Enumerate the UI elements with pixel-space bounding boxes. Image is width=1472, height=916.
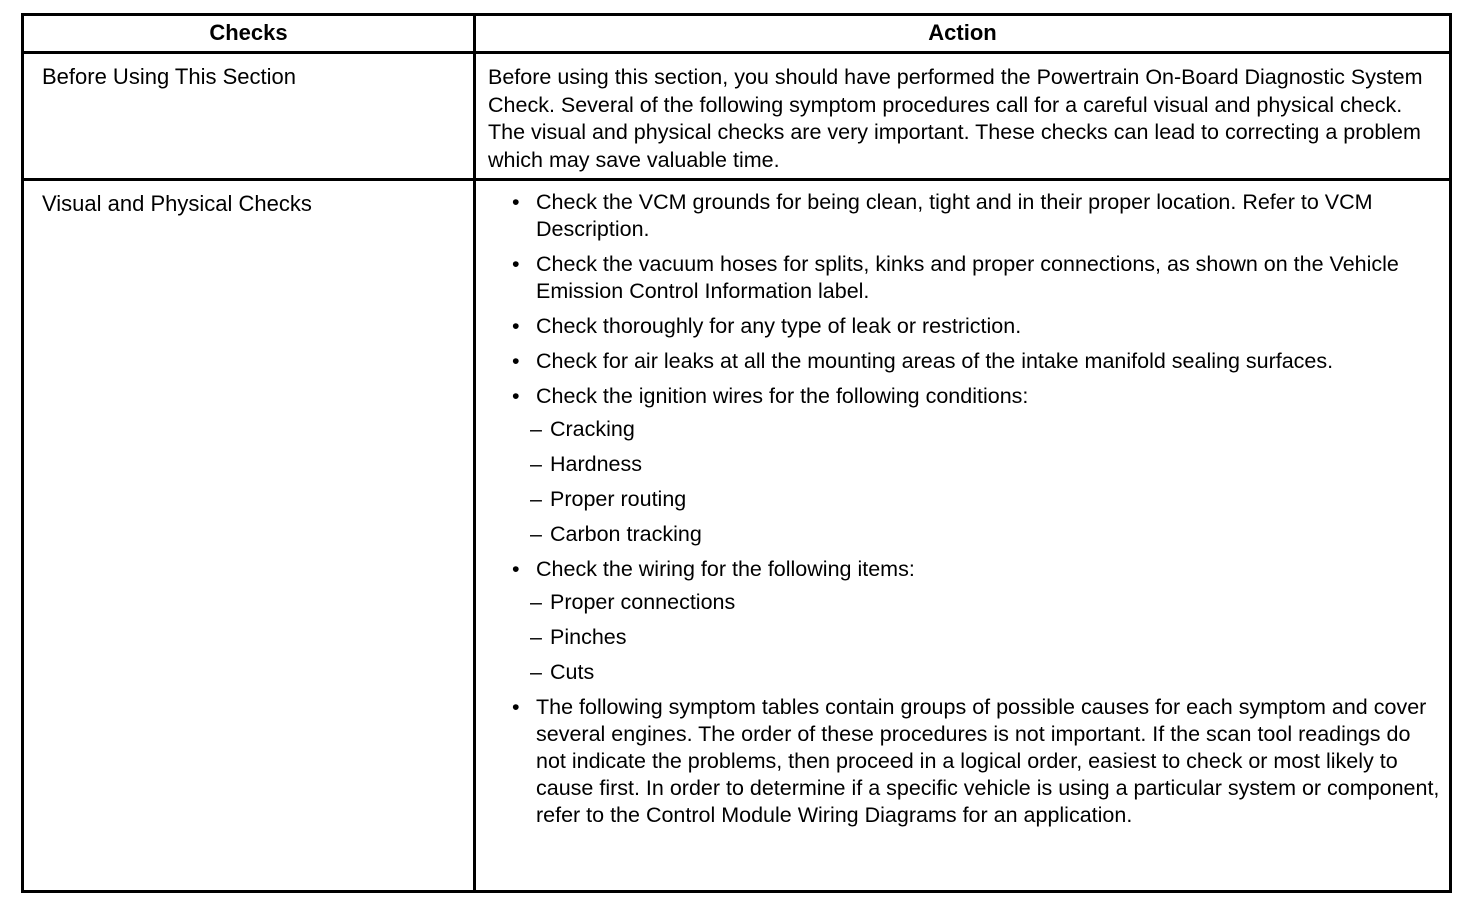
table-row — [24, 181, 1449, 890]
sub-item-text: Cracking — [550, 417, 635, 441]
bullet-item — [512, 383, 1441, 548]
dash-marker: – — [530, 452, 542, 476]
bullet-item — [512, 556, 1441, 686]
checks-cell — [24, 54, 476, 178]
bullet-item — [512, 251, 1441, 305]
bullet-marker: • — [512, 314, 520, 338]
sub-item — [528, 416, 1441, 443]
sub-item — [528, 589, 1441, 616]
dash-marker: – — [530, 660, 542, 684]
wiring-items-list — [528, 589, 1441, 686]
bullet-text: Check the vacuum hoses for splits, kinks and proper connections, as shown on the Vehicle Emission Control Information label. — [536, 252, 1399, 303]
sub-item — [528, 521, 1441, 548]
bullet-marker: • — [512, 557, 520, 581]
bullet-item — [512, 189, 1441, 243]
sub-item — [528, 659, 1441, 686]
checks-column-header: Checks — [24, 16, 476, 51]
sub-item — [528, 451, 1441, 478]
bullet-marker: • — [512, 695, 520, 719]
action-cell — [476, 181, 1449, 890]
bullet-item — [512, 694, 1441, 829]
dash-marker: – — [530, 487, 542, 511]
bullet-marker: • — [512, 190, 520, 214]
bullet-text: Check thoroughly for any type of leak or restriction. — [536, 314, 1022, 338]
dash-marker: – — [530, 522, 542, 546]
bullet-text: Check the ignition wires for the following conditions: — [536, 384, 1029, 408]
bullet-item — [512, 313, 1441, 340]
before-using-paragraph: Before using this section, you should have performed the Powertrain On-Board Diagnostic System Check. Several of the following symptom procedures call for a careful visual and physical check. The visual and physical checks are very important. These checks can lead to correcting a problem which may save valuable time. — [488, 65, 1423, 172]
dash-marker: – — [530, 625, 542, 649]
check-label-before-using: Before Using This Section — [42, 64, 296, 89]
bullet-item — [512, 348, 1441, 375]
sub-item-text: Pinches — [550, 625, 627, 649]
bullet-text: Check the wiring for the following items: — [536, 557, 915, 581]
ignition-conditions-list — [528, 416, 1441, 548]
dash-marker: – — [530, 590, 542, 614]
sub-item-text: Proper connections — [550, 590, 736, 614]
bullet-text: The following symptom tables contain groups of possible causes for each symptom and cover several engines. The order of these procedures is not important. If the scan tool readings do not indicate the problems, then proceed in a logical order, easiest to check or most likely to cause first. In order to determine if a specific vehicle is using a particular system or component, refer to the Control Module Wiring Diagrams for an application. — [536, 695, 1440, 827]
action-column-header: Action — [928, 20, 997, 45]
sub-item-text: Proper routing — [550, 487, 687, 511]
bullet-marker: • — [512, 252, 520, 276]
sub-item-text: Hardness — [550, 452, 643, 476]
action-cell — [476, 54, 1449, 178]
checks-bullet-list — [476, 181, 1449, 829]
checks-cell — [24, 181, 476, 890]
bullet-marker: • — [512, 384, 520, 408]
sub-item-text: Cuts — [550, 660, 595, 684]
table-header-row — [24, 16, 1449, 54]
sub-item-text: Carbon tracking — [550, 522, 702, 546]
dash-marker: – — [530, 417, 542, 441]
bullet-text: Check the VCM grounds for being clean, tight and in their proper location. Refer to VCM Description. — [536, 190, 1373, 241]
bullet-text: Check for air leaks at all the mounting areas of the intake manifold sealing surfaces. — [536, 349, 1334, 373]
check-label-visual-physical: Visual and Physical Checks — [42, 191, 312, 216]
sub-item — [528, 624, 1441, 651]
bullet-marker: • — [512, 349, 520, 373]
sub-item — [528, 486, 1441, 513]
table-row — [24, 54, 1449, 181]
checks-action-table — [21, 13, 1452, 893]
